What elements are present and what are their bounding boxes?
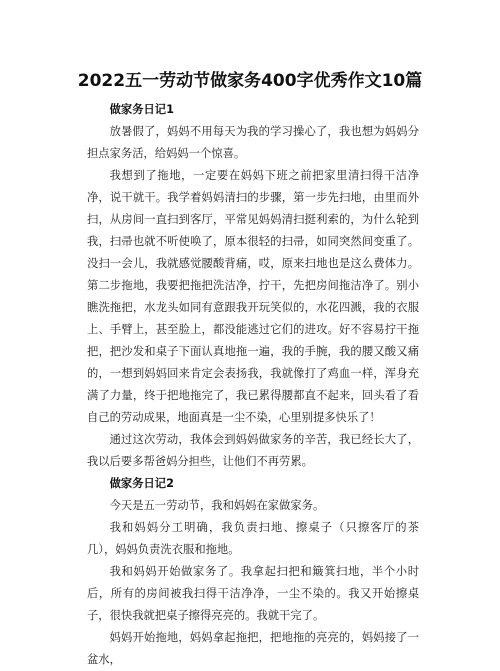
paragraph: 通过这次劳动，我体会到妈妈做家务的辛苦，我已经长大了，我以后要多帮爸妈分担些，让他们不再劳累。 bbox=[87, 433, 419, 468]
section-heading: 做家务日记1 bbox=[109, 103, 174, 116]
paragraph: 我和妈妈分工明确，我负责扫地、擦桌子（只擦客厅的茶几），妈妈负责洗衣服和拖地。 bbox=[87, 521, 419, 556]
paragraph: 我想到了拖地，一定要在妈妈下班之前把家里清扫得干洁净净，说干就干。我学着妈妈清扫的步骤，第一步先扫地，由里而外扫，从房间一直扫到客厅，平常见妈妈清扫挺利索的，为什么轮到我，扫帚也就不听使唤了，原本很轻的扫帚，如同突然间变重了。没扫一会儿，我就感觉腰酸背痛，哎，原来扫地也是这么费体力。第二步拖地，我要把拖把洗洁净，拧干，先把房间拖洁净了。别小瞧洗拖把，水龙头如同有意跟我开玩笑似的，水花四溅，我的衣服上、手臂上，甚至脸上，都没能逃过它们的进攻。好不容易拧干拖把，把沙发和桌子下面认真地拖一遍，我的手腕，我的腰又酸又痛的，一想到妈妈回来肯定会表扬我，我就像打了鸡血一样，浑身充满了力量，终于把地拖完了，我已累得腰都直不起来，回头看了看自己的劳动成果，地面真是一尘不染，心里别提多快乐了！ bbox=[87, 169, 419, 424]
section-heading: 做家务日记2 bbox=[109, 477, 174, 490]
paragraph: 放暑假了，妈妈不用每天为我的学习操心了，我也想为妈妈分担点家务活，给妈妈一个惊喜。 bbox=[87, 125, 419, 160]
document-title: 2022五一劳动节做家务400字优秀作文10篇 bbox=[77, 71, 423, 91]
document-body bbox=[87, 99, 419, 671]
paragraph: 妈妈开始拖地，妈妈拿起拖把，把地拖的亮亮的，妈妈接了一盆水， bbox=[87, 631, 419, 666]
paragraph: 今天是五一劳动节，我和妈妈在家做家务。 bbox=[109, 499, 325, 512]
paragraph: 我和妈妈开始做家务了。我拿起扫把和簸箕扫地，半个小时后，所有的房间被我扫得干洁净净，一尘不染的。我又开始擦桌子，很快我就把桌子擦得亮亮的。我就干完了。 bbox=[87, 565, 419, 622]
